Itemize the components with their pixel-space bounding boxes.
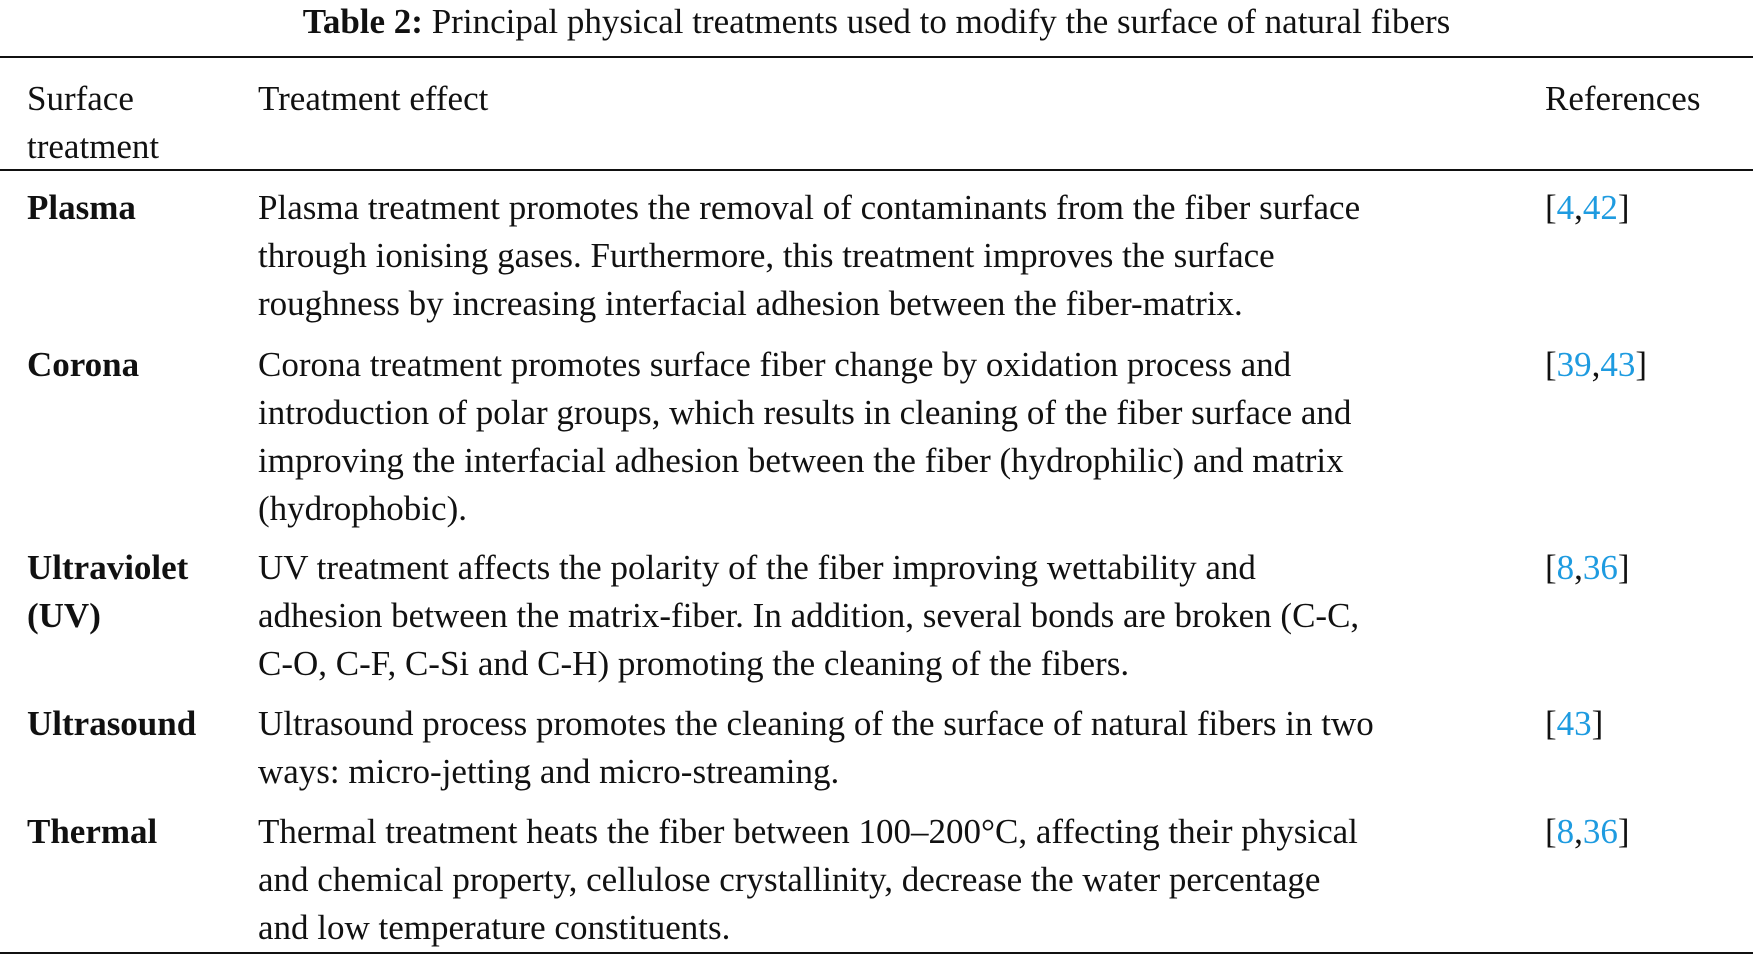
table-row-ultraviolet-treatment bbox=[27, 544, 252, 640]
treatment-name: Corona bbox=[27, 345, 140, 384]
table-row-corona-references: [39,43] bbox=[1545, 345, 1648, 384]
table-caption-text: Principal physical treatments used to modify the surface of natural fibers bbox=[431, 2, 1451, 41]
table-row-plasma-treatment bbox=[27, 184, 252, 232]
effect-line: UV treatment affects the polarity of the fiber improving wettability and bbox=[258, 548, 1256, 587]
table-row-plasma-effect bbox=[258, 184, 1528, 328]
treatment-name: Thermal bbox=[27, 812, 158, 851]
table-row-ultrasound-effect bbox=[258, 700, 1528, 796]
effect-line: C-O, C-F, C-Si and C-H) promoting the cleaning of the fibers. bbox=[258, 644, 1130, 683]
column-header-treatment-effect bbox=[258, 75, 1528, 123]
reference-link[interactable]: 36 bbox=[1582, 812, 1618, 851]
effect-line: improving the interfacial adhesion between the fiber (hydrophilic) and matrix bbox=[258, 441, 1344, 480]
effect-line: Thermal treatment heats the fiber between 100–200°C, affecting their physical bbox=[258, 812, 1358, 851]
column-header-surface-treatment bbox=[27, 75, 252, 171]
column-header-references bbox=[1545, 75, 1745, 123]
reference-link[interactable]: 8 bbox=[1556, 548, 1575, 587]
effect-line: roughness by increasing interfacial adhesion between the fiber-matrix. bbox=[258, 284, 1243, 323]
treatment-name: Ultraviolet bbox=[27, 548, 189, 587]
table-top-rule bbox=[0, 56, 1753, 58]
table-row-ultraviolet-references: [8,36] bbox=[1545, 548, 1630, 587]
treatment-name: Plasma bbox=[27, 188, 136, 227]
effect-line: and chemical property, cellulose crystallinity, decrease the water percentage bbox=[258, 860, 1321, 899]
column-header-references-label: References bbox=[1545, 79, 1701, 118]
column-header-treatment-effect-label: Treatment effect bbox=[258, 79, 489, 118]
effect-line: ways: micro-jetting and micro-streaming. bbox=[258, 752, 840, 791]
reference-link[interactable]: 36 bbox=[1582, 548, 1618, 587]
reference-link[interactable]: 4 bbox=[1556, 188, 1575, 227]
reference-link[interactable]: 43 bbox=[1556, 704, 1592, 743]
table-row-ultrasound-treatment bbox=[27, 700, 252, 748]
table-row-plasma-references: [4,42] bbox=[1545, 188, 1630, 227]
treatment-name: Ultrasound bbox=[27, 704, 197, 743]
table-bottom-rule bbox=[0, 952, 1753, 954]
table-row-corona-treatment bbox=[27, 341, 252, 389]
effect-line: introduction of polar groups, which results in cleaning of the fiber surface and bbox=[258, 393, 1352, 432]
effect-line: through ionising gases. Furthermore, this treatment improves the surface bbox=[258, 236, 1275, 275]
reference-link[interactable]: 43 bbox=[1600, 345, 1636, 384]
table-caption bbox=[0, 2, 1753, 42]
column-header-surface-treatment-line-1: Surface bbox=[27, 79, 134, 118]
column-header-surface-treatment-line-2: treatment bbox=[27, 127, 160, 166]
table-row-thermal-references: [8,36] bbox=[1545, 812, 1630, 851]
effect-line: and low temperature constituents. bbox=[258, 908, 731, 947]
effect-line: adhesion between the matrix-fiber. In addition, several bonds are broken (C-C, bbox=[258, 596, 1360, 635]
table-caption-label: Table 2: bbox=[302, 2, 423, 41]
table-row-thermal-treatment bbox=[27, 808, 252, 856]
table-row-ultrasound-references: [43] bbox=[1545, 704, 1604, 743]
reference-link[interactable]: 8 bbox=[1556, 812, 1575, 851]
effect-line: (hydrophobic). bbox=[258, 489, 467, 528]
table-row-thermal-effect bbox=[258, 808, 1528, 952]
reference-link[interactable]: 42 bbox=[1582, 188, 1618, 227]
table-row-corona-effect bbox=[258, 341, 1528, 533]
table-header-rule bbox=[0, 169, 1753, 171]
effect-line: Corona treatment promotes surface fiber change by oxidation process and bbox=[258, 345, 1292, 384]
effect-line: Ultrasound process promotes the cleaning of the surface of natural fibers in two bbox=[258, 704, 1374, 743]
table-row-ultraviolet-effect bbox=[258, 544, 1528, 688]
reference-link[interactable]: 39 bbox=[1556, 345, 1592, 384]
effect-line: Plasma treatment promotes the removal of contaminants from the fiber surface bbox=[258, 188, 1361, 227]
treatment-name: (UV) bbox=[27, 596, 101, 635]
